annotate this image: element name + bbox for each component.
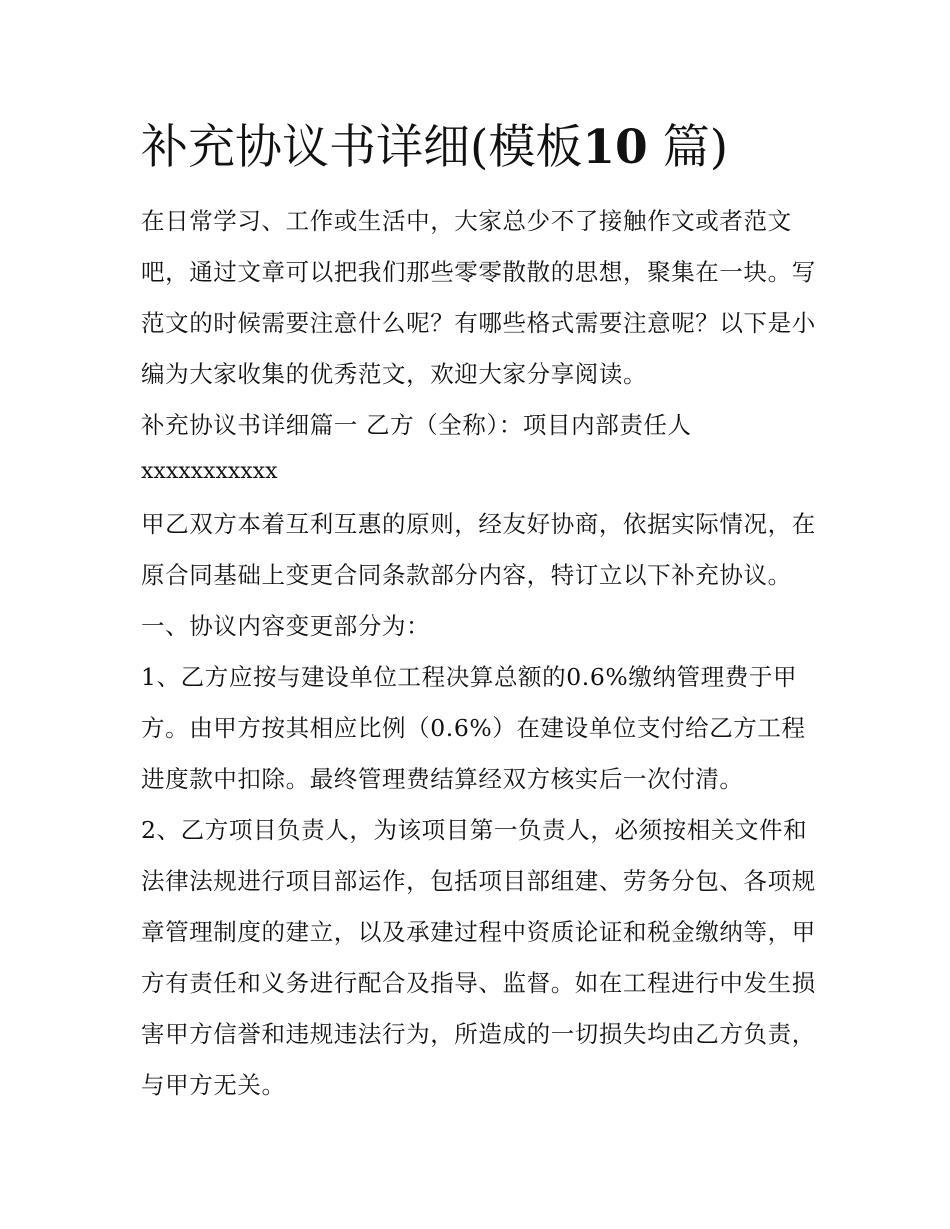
document-page (141, 112, 821, 1111)
document-title (141, 112, 821, 184)
section-heading-paragraph: 补充协议书详细篇一 乙方（全称）：项目内部责任人 (141, 411, 692, 439)
title-end: 篇) (662, 120, 729, 175)
placeholder-line: xxxxxxxxxxx (141, 459, 278, 484)
clause-2-paragraph: 2、乙方项目负责人，为该项目第一负责人，必须按相关文件和法律法规进行项目部运作，包括项目部组建、劳务分包、各项规章管理制度的建立，以及承建过程中资质论证和税金缴纳等，甲方有责任和义务进行配合及指导、监督。如在工程进行中发生损害甲方信誉和违规违法行为，所造成的一切损失均由乙方负责，与甲方无关。 (141, 816, 816, 1099)
title-number: 10 (582, 120, 648, 175)
title-main: 补充协议书详细(模板 (141, 120, 583, 175)
agreement-paragraph: 甲乙双方本着互利互惠的原则，经友好协商，依据实际情况，在原合同基础上变更合同条款部分内容，特订立以下补充协议。 一、协议内容变更部分为： (141, 510, 816, 640)
intro-paragraph: 在日常学习、工作或生活中，大家总少不了接触作文或者范文吧，通过文章可以把我们那些零零散散的思想，聚集在一块。写范文的时候需要注意什么呢？有哪些格式需要注意呢？以下是小编为大家收集的优秀范文，欢迎大家分享阅读。 (141, 207, 816, 388)
clause-1-paragraph: 1、乙方应按与建设单位工程决算总额的0.6%缴纳管理费于甲方。由甲方按其相应比例（0.6%）在建设单位支付给乙方工程进度款中扣除。最终管理费结算经双方核实后一次付清。 (141, 663, 806, 793)
